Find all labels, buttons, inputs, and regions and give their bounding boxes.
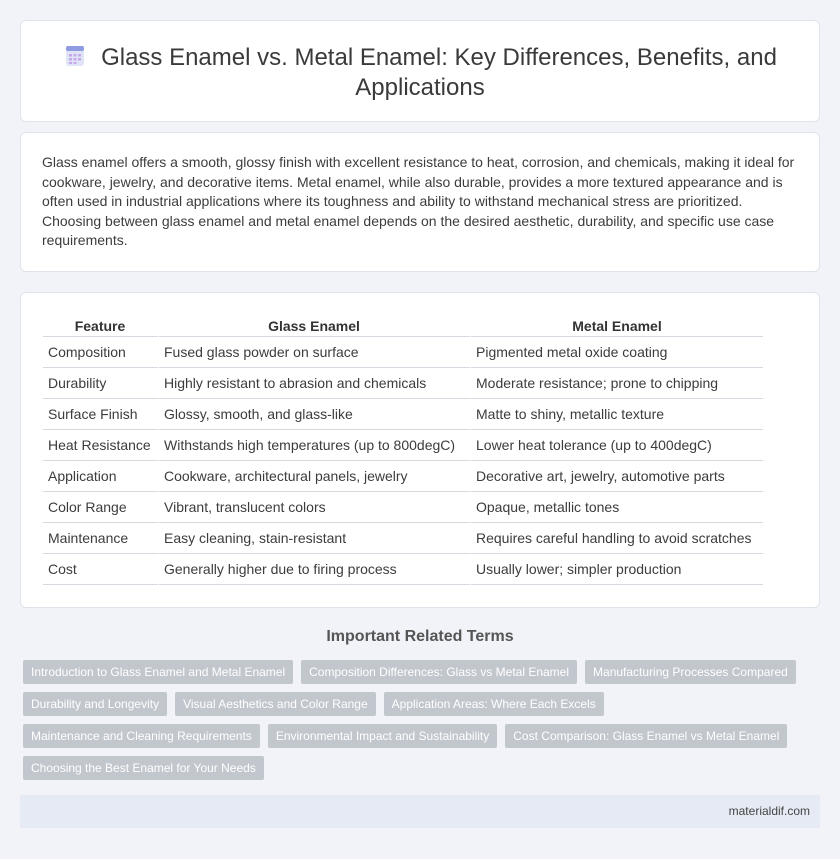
intro-card [20, 132, 820, 272]
table-cell-feature: Heat Resistance [43, 430, 159, 461]
comparison-table [43, 315, 763, 585]
table-cell-glass: Vibrant, translucent colors [159, 492, 471, 523]
table-cell-metal: Lower heat tolerance (up to 400degC) [471, 430, 763, 461]
document-grid-icon [63, 44, 87, 68]
table-cell-glass: Easy cleaning, stain-resistant [159, 523, 471, 554]
title-wrap [61, 43, 779, 103]
table-cell-feature: Cost [43, 554, 159, 585]
related-term-tag[interactable]: Introduction to Glass Enamel and Metal Enamel [23, 660, 293, 684]
table-cell-feature: Application [43, 461, 159, 492]
table-row [43, 337, 763, 368]
table-row [43, 554, 763, 585]
intro-paragraph: Glass enamel offers a smooth, glossy finish with excellent resistance to heat, corrosion, and chemicals, making it ideal for cookware, jewelry, and decorative items. Metal enamel, while also durable, provides a more textured appearance and is often used in industrial applications where its toughness and ability to withstand mechanical stress are prioritized. Choosing between glass enamel and metal enamel depends on the desired aesthetic, durability, and specific use case requirements. [42, 154, 795, 248]
table-cell-metal: Matte to shiny, metallic texture [471, 399, 763, 430]
table-cell-glass: Glossy, smooth, and glass-like [159, 399, 471, 430]
table-cell-glass: Highly resistant to abrasion and chemicals [159, 368, 471, 399]
table-cell-feature: Color Range [43, 492, 159, 523]
table-row [43, 430, 763, 461]
related-term-tag[interactable]: Environmental Impact and Sustainability [268, 724, 497, 748]
related-term-tag[interactable]: Cost Comparison: Glass Enamel vs Metal Enamel [505, 724, 787, 748]
related-term-tag[interactable]: Choosing the Best Enamel for Your Needs [23, 756, 264, 780]
table-cell-metal: Usually lower; simpler production [471, 554, 763, 585]
related-term-tag[interactable]: Composition Differences: Glass vs Metal Enamel [301, 660, 577, 684]
related-term-tag[interactable]: Application Areas: Where Each Excels [384, 692, 604, 716]
page-title-text: Glass Enamel vs. Metal Enamel: Key Differences, Benefits, and Applications [101, 44, 777, 101]
table-cell-metal: Requires careful handling to avoid scratches [471, 523, 763, 554]
table-card [20, 292, 820, 608]
related-term-tag[interactable]: Durability and Longevity [23, 692, 167, 716]
table-cell-metal: Moderate resistance; prone to chipping [471, 368, 763, 399]
table-cell-metal: Pigmented metal oxide coating [471, 337, 763, 368]
related-term-tag[interactable]: Manufacturing Processes Compared [585, 660, 796, 684]
table-header-row [43, 315, 763, 337]
table-cell-glass: Generally higher due to firing process [159, 554, 471, 585]
table-cell-glass: Fused glass powder on surface [159, 337, 471, 368]
column-header-metal-enamel: Metal Enamel [471, 315, 763, 337]
table-cell-metal: Opaque, metallic tones [471, 492, 763, 523]
header-card [20, 20, 820, 122]
column-header-feature: Feature [43, 315, 159, 337]
related-term-tag[interactable]: Maintenance and Cleaning Requirements [23, 724, 260, 748]
page-title [61, 43, 779, 103]
footer-site-label[interactable]: materialdif.com [728, 804, 810, 818]
table-cell-feature: Composition [43, 337, 159, 368]
related-term-tag[interactable]: Visual Aesthetics and Color Range [175, 692, 376, 716]
table-cell-metal: Decorative art, jewelry, automotive parts [471, 461, 763, 492]
table-cell-feature: Durability [43, 368, 159, 399]
table-row [43, 461, 763, 492]
column-header-glass-enamel: Glass Enamel [159, 315, 471, 337]
table-cell-glass: Cookware, architectural panels, jewelry [159, 461, 471, 492]
table-row [43, 523, 763, 554]
table-cell-feature: Maintenance [43, 523, 159, 554]
table-cell-glass: Withstands high temperatures (up to 800degC) [159, 430, 471, 461]
table-row [43, 492, 763, 523]
related-terms-heading: Important Related Terms [326, 628, 514, 645]
table-row [43, 368, 763, 399]
footer-bar [20, 795, 820, 828]
related-terms-list [23, 660, 803, 780]
table-row [43, 399, 763, 430]
table-cell-feature: Surface Finish [43, 399, 159, 430]
